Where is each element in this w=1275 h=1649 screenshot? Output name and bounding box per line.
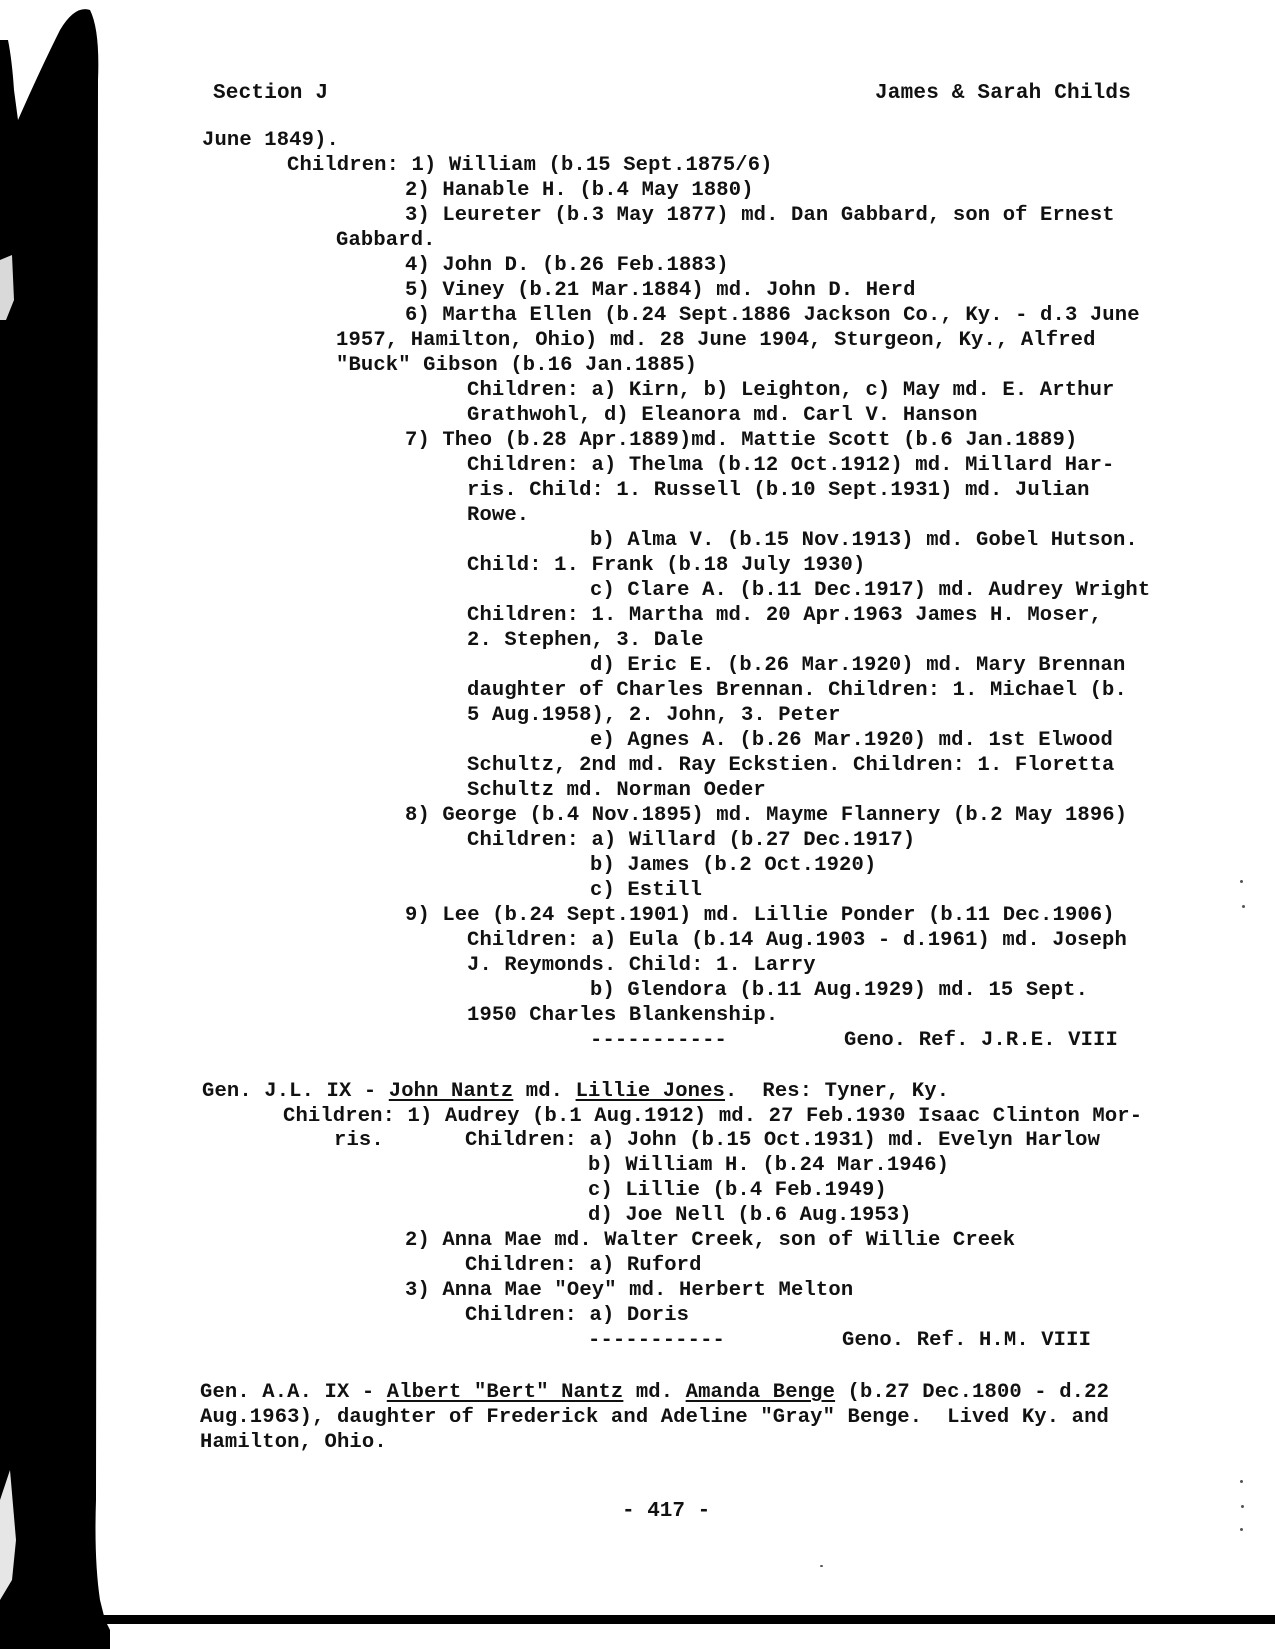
scan-speck: [1240, 1480, 1243, 1483]
text-line: Children: a) Thelma (b.12 Oct.1912) md. Millard Har-: [467, 454, 1115, 477]
text-line: 1957, Hamilton, Ohio) md. 28 June 1904, Sturgeon, Ky., Alfred: [336, 329, 1096, 352]
family-title: James & Sarah Childs: [875, 82, 1132, 105]
text-line: Gabbard.: [336, 229, 436, 252]
text-line: daughter of Charles Brennan. Children: 1. Michael (b.: [467, 679, 1127, 702]
generation-label: Gen. J.L. IX -: [202, 1080, 389, 1103]
text-line: Children: a) John (b.15 Oct.1931) md. Evelyn Harlow: [465, 1129, 1101, 1152]
scan-bottom-edge: [100, 1615, 1275, 1624]
separator: -----------: [588, 1329, 725, 1352]
text-line: Children: a) Kirn, b) Leighton, c) May md. E. Arthur: [467, 379, 1115, 402]
connector-text: md.: [513, 1080, 576, 1103]
text-line: Children: 1) William (b.15 Sept.1875/6): [287, 154, 773, 177]
text-line: 4) John D. (b.26 Feb.1883): [405, 254, 729, 277]
text-line: 2) Hanable H. (b.4 May 1880): [405, 179, 754, 202]
text-line: June 1849).: [202, 129, 339, 152]
text-line: "Buck" Gibson (b.16 Jan.1885): [336, 354, 698, 377]
person-name: Albert "Bert" Nantz: [386, 1381, 624, 1404]
page-number: - 417 -: [622, 1500, 711, 1523]
text-line: b) Glendora (b.11 Aug.1929) md. 15 Sept.: [590, 979, 1089, 1002]
text-line: Children: a) Doris: [465, 1304, 690, 1327]
scan-speck: [1240, 880, 1243, 883]
text-line: Rowe.: [467, 504, 530, 527]
section-label: Section J: [213, 82, 329, 105]
geno-reference: Geno. Ref. J.R.E. VIII: [844, 1029, 1118, 1052]
text-line: 7) Theo (b.28 Apr.1889)md. Mattie Scott (b.6 Jan.1889): [405, 429, 1078, 452]
text-line: Children: a) Eula (b.14 Aug.1903 - d.1961) md. Joseph: [467, 929, 1127, 952]
scan-speck: [820, 1565, 823, 1567]
scan-binding-shadow: [0, 0, 110, 1649]
text-line: Children: a) Ruford: [465, 1254, 702, 1277]
text-line: 5 Aug.1958), 2. John, 3. Peter: [467, 704, 841, 727]
text-line: e) Agnes A. (b.26 Mar.1920) md. 1st Elwood: [590, 729, 1113, 752]
text-line: 8) George (b.4 Nov.1895) md. Mayme Flannery (b.2 May 1896): [405, 804, 1128, 827]
generation-label: Gen. A.A. IX -: [200, 1381, 387, 1404]
text-line: Schultz md. Norman Oeder: [467, 779, 766, 802]
dates-text: (b.27 Dec.1800 - d.22: [835, 1381, 1110, 1404]
text-line: Children: 1. Martha md. 20 Apr.1963 James H. Moser,: [467, 604, 1103, 627]
text-line: 6) Martha Ellen (b.24 Sept.1886 Jackson Co., Ky. - d.3 June: [405, 304, 1140, 327]
text-line: Children: a) Willard (b.27 Dec.1917): [467, 829, 916, 852]
text-line: Grathwohl, d) Eleanora md. Carl V. Hanson: [467, 404, 978, 427]
separator: -----------: [590, 1029, 727, 1052]
text-line: 2. Stephen, 3. Dale: [467, 629, 704, 652]
text-line: 9) Lee (b.24 Sept.1901) md. Lillie Ponder (b.11 Dec.1906): [405, 904, 1115, 927]
person-name: John Nantz: [388, 1080, 514, 1103]
geno-reference: Geno. Ref. H.M. VIII: [842, 1329, 1092, 1352]
scan-speck: [1241, 1505, 1244, 1508]
scan-speck: [1240, 1528, 1243, 1531]
text-line: c) Lillie (b.4 Feb.1949): [588, 1179, 887, 1202]
scan-speck: [1242, 905, 1245, 908]
text-line: Schultz, 2nd md. Ray Eckstien. Children: 1. Floretta: [467, 754, 1115, 777]
text-line: Child: 1. Frank (b.18 July 1930): [467, 554, 866, 577]
text-line: 3) Leureter (b.3 May 1877) md. Dan Gabbard, son of Ernest: [405, 204, 1115, 227]
text-line: b) James (b.2 Oct.1920): [590, 854, 877, 877]
text-line: Children: 1) Audrey (b.1 Aug.1912) md. 27 Feb.1930 Isaac Clinton Mor-: [283, 1105, 1143, 1128]
text-line: c) Estill: [590, 879, 703, 902]
generation-heading: [202, 1079, 949, 1104]
residence-text: . Res: Tyner, Ky.: [725, 1080, 950, 1103]
text-line: Hamilton, Ohio.: [200, 1431, 387, 1454]
spouse-name: Lillie Jones: [575, 1080, 726, 1103]
text-line: c) Clare A. (b.11 Dec.1917) md. Audrey Wright: [590, 579, 1151, 602]
text-line: 2) Anna Mae md. Walter Creek, son of Willie Creek: [405, 1229, 1016, 1252]
text-line: ris. Child: 1. Russell (b.10 Sept.1931) md. Julian: [467, 479, 1090, 502]
text-line: J. Reymonds. Child: 1. Larry: [467, 954, 816, 977]
text-line: Aug.1963), daughter of Frederick and Adeline "Gray" Benge. Lived Ky. and: [200, 1406, 1109, 1429]
connector-text: md.: [623, 1381, 686, 1404]
generation-heading: [200, 1380, 1109, 1405]
text-line: b) William H. (b.24 Mar.1946): [588, 1154, 950, 1177]
text-line: d) Joe Nell (b.6 Aug.1953): [588, 1204, 912, 1227]
text-line: d) Eric E. (b.26 Mar.1920) md. Mary Brennan: [590, 654, 1126, 677]
spouse-name: Amanda Benge: [685, 1381, 836, 1404]
text-line: 1950 Charles Blankenship.: [467, 1004, 779, 1027]
text-line: 5) Viney (b.21 Mar.1884) md. John D. Herd: [405, 279, 916, 302]
text-line: b) Alma V. (b.15 Nov.1913) md. Gobel Hutson.: [590, 529, 1138, 552]
text-line: 3) Anna Mae "Oey" md. Herbert Melton: [405, 1279, 854, 1302]
text-line: ris.: [334, 1129, 384, 1152]
